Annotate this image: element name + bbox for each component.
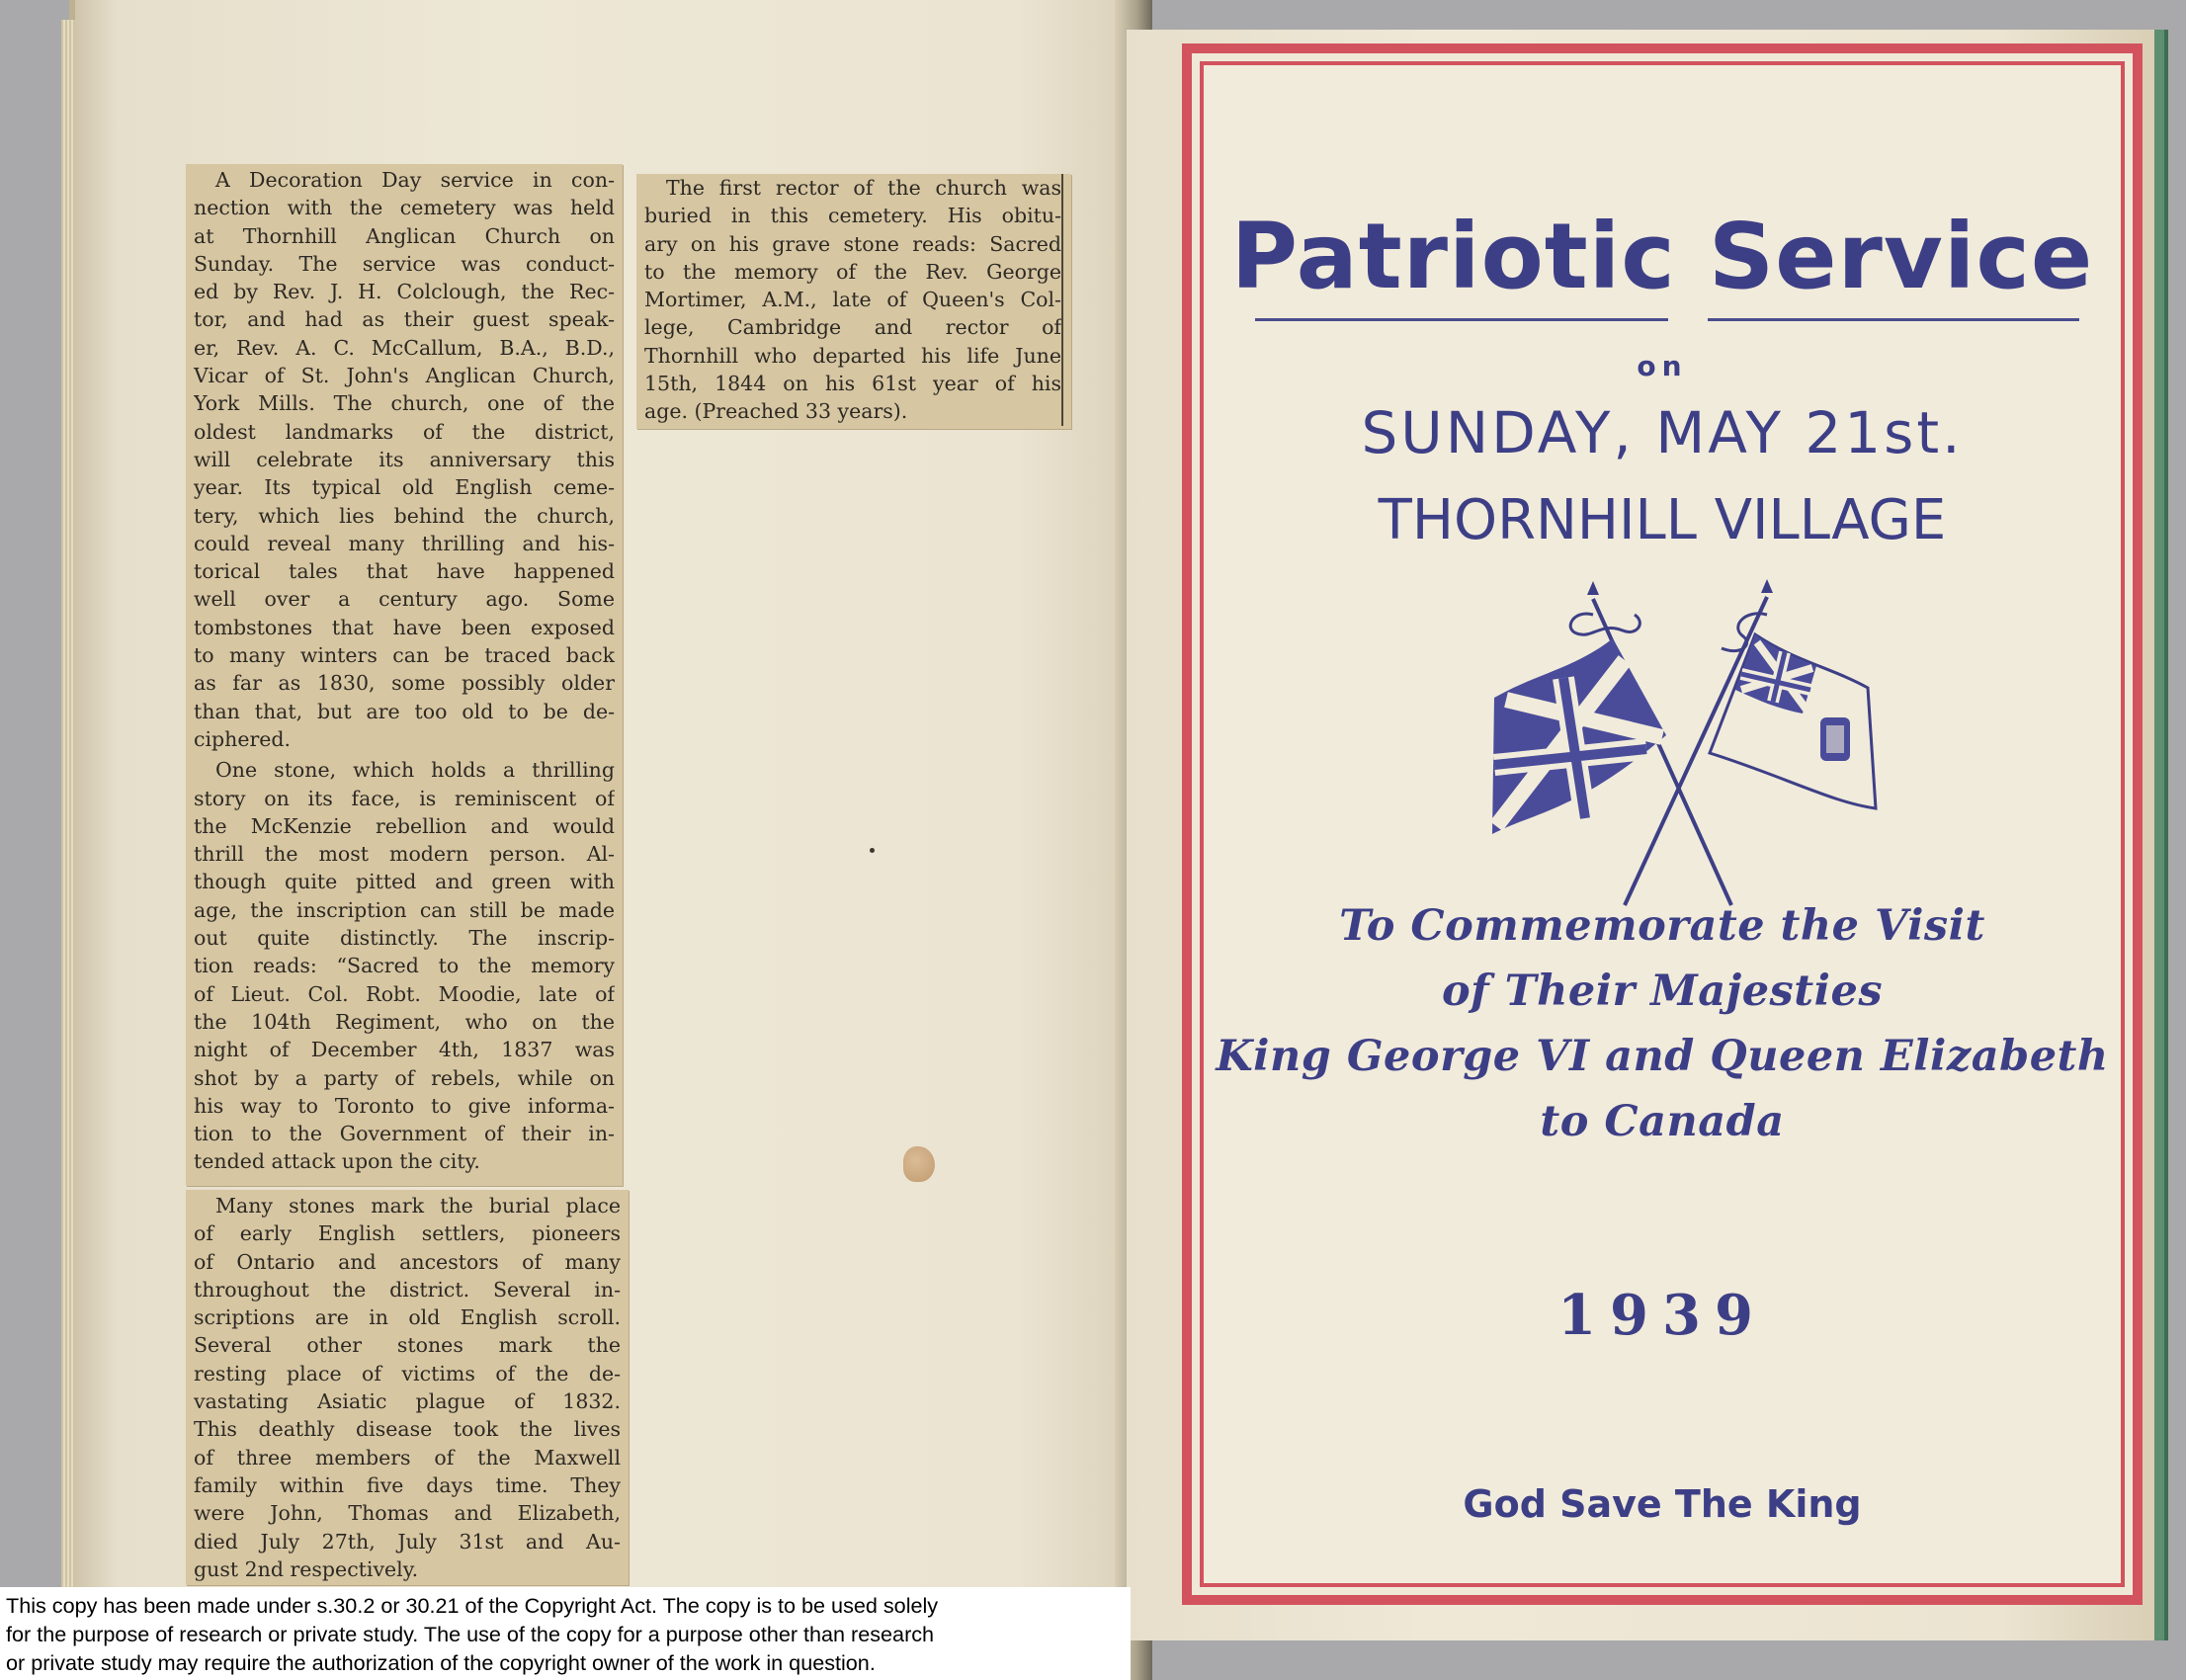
clipping-line: family within five days time. They <box>194 1472 621 1497</box>
clipping-line: One stone, which holds a thrilling <box>215 758 615 783</box>
clipping-line: were John, Thomas and Elizabeth, <box>194 1501 621 1526</box>
service-year: 1939 <box>1557 1283 1767 1348</box>
page-stack-edge <box>61 20 75 1601</box>
program-title: Patriotic Service <box>1230 204 2094 309</box>
commemorate-line-1: To Commemorate the Visit <box>1339 901 1985 951</box>
clipping-line: tion to the Government of their in- <box>194 1122 615 1146</box>
clipping-line: out quite distinctly. The inscrip- <box>194 926 615 951</box>
clipping-line: Vicar of St. John's Anglican Church, <box>194 364 615 388</box>
clipping-line: will celebrate its anniversary this <box>194 447 615 471</box>
paper-speck <box>870 848 875 853</box>
clipping-line: night of December 4th, 1837 was <box>194 1038 615 1062</box>
copyright-notice <box>0 1587 1131 1680</box>
notice-line: This copy has been made under s.30.2 or 30.21 of the Copyright Act. The copy is to be used solely <box>6 1593 939 1618</box>
on-word: on <box>1637 350 1688 382</box>
clipping-line: The first rector of the church was <box>644 174 1063 202</box>
clipping-line: York Mills. The church, one of the <box>194 391 615 416</box>
clipping-line: to many winters can be traced back <box>194 643 615 668</box>
clipping-line: Many stones mark the burial place <box>215 1194 621 1218</box>
union-jack-flag <box>1492 638 1666 834</box>
commemorate-line-4: to Canada <box>1540 1097 1785 1146</box>
clipping-line: his way to Toronto to give informa- <box>194 1093 615 1118</box>
clipping-paragraph <box>194 1192 621 1583</box>
finial-right <box>1761 579 1773 593</box>
clipping-line: tor, and had as their guest speak- <box>194 307 615 332</box>
clipping-line: well over a century ago. Some <box>194 587 615 612</box>
clipping-line: 15th, 1844 on his 61st year of his <box>644 370 1063 397</box>
crossed-flags-illustration <box>1476 579 1892 955</box>
clipping-line: nection with the cemetery was held <box>194 196 615 220</box>
clipping-line: tery, which lies behind the church, <box>194 503 615 528</box>
clipping-line: vastating Asiatic plague of 1832. <box>194 1389 621 1414</box>
clipping-line: This deathly disease took the lives <box>194 1417 621 1442</box>
clipping-line: gust 2nd respectively. <box>194 1556 419 1581</box>
program-inner-border <box>1200 61 2125 1587</box>
service-program <box>1182 43 2143 1605</box>
clipping-line: Several other stones mark the <box>194 1333 621 1358</box>
clipping-line: year. Its typical old English ceme- <box>194 475 615 500</box>
clipping-line: buried in this cemetery. His obitu- <box>644 202 1063 229</box>
finial-left <box>1587 581 1599 595</box>
god-save-the-king: God Save The King <box>1463 1482 1862 1526</box>
clipping-line: throughout the district. Several in- <box>194 1277 621 1302</box>
clipping-paragraph <box>194 166 615 753</box>
service-date: SUNDAY, MAY 21st. <box>1361 399 1964 466</box>
clipping-line: of early English settlers, pioneers <box>194 1221 621 1246</box>
clipping-line: scriptions are in old English scroll. <box>194 1305 621 1330</box>
title-underline-right <box>1708 318 2079 321</box>
clipping-line: the McKenzie rebellion and would <box>194 813 615 838</box>
clipping-line: of Lieut. Col. Robt. Moodie, late of <box>194 981 615 1006</box>
clipping-line: shot by a party of rebels, while on <box>194 1065 615 1090</box>
clipping-line: Thornhill who departed his life June <box>644 342 1063 370</box>
clipping-line: oldest landmarks of the district, <box>194 419 615 444</box>
clipping-line: though quite pitted and green with <box>194 870 615 894</box>
clipping-line: of Ontario and ancestors of many <box>194 1249 621 1274</box>
clipping-line: tion reads: “Sacred to the memory <box>194 954 615 978</box>
commemorate-line-2: of Their Majesties <box>1441 966 1884 1016</box>
clipping-line: age. (Preached 33 years). <box>644 397 1063 425</box>
clipping-line: resting place of victims of the de- <box>194 1361 621 1386</box>
clipping-line: er, Rev. A. C. McCallum, B.A., B.D., <box>194 335 615 360</box>
clipping-line: the 104th Regiment, who on the <box>194 1009 615 1034</box>
clipping-decoration-day <box>186 164 623 1186</box>
clipping-line: ciphered. <box>194 726 292 751</box>
clipping-paragraph <box>194 756 615 1175</box>
clipping-line: ary on his grave stone reads: Sacred <box>644 230 1063 258</box>
service-place: THORNHILL VILLAGE <box>1378 488 1947 552</box>
clipping-line: ed by Rev. J. H. Colclough, the Rec- <box>194 280 615 304</box>
clipping-line: age, the inscription can still be made <box>194 897 615 922</box>
clipping-line: tombstones that have been exposed <box>194 615 615 639</box>
paper-stain <box>903 1146 935 1182</box>
clipping-line: could reveal many thrilling and his- <box>194 531 615 555</box>
clipping-line: than that, but are too old to be de- <box>194 699 615 723</box>
clipping-paragraph <box>644 174 1063 426</box>
notice-line: or private study may require the authorization of the copyright owner of the work in question. <box>6 1650 876 1675</box>
clipping-line: died July 27th, July 31st and Au- <box>194 1529 621 1554</box>
clipping-line: to the memory of the Rev. George <box>644 258 1063 286</box>
commemorate-line-3: King George VI and Queen Elizabeth <box>1216 1032 2109 1081</box>
clipping-line: Mortimer, A.M., late of Queen's Col- <box>644 286 1063 313</box>
clipping-line: of three members of the Maxwell <box>194 1445 621 1470</box>
clipping-line: as far as 1830, some possibly older <box>194 671 615 696</box>
red-ensign-flag <box>1710 634 1876 808</box>
clipping-first-rector <box>636 174 1071 429</box>
clipping-line: at Thornhill Anglican Church on <box>194 223 615 248</box>
notice-line: for the purpose of research or private study. The use of the copy for a purpose other than research <box>6 1622 935 1646</box>
clipping-line: A Decoration Day service in con- <box>215 168 615 192</box>
clipping-line: Sunday. The service was conduct- <box>194 251 615 276</box>
clipping-burial-stones <box>186 1190 629 1585</box>
clipping-line: lege, Cambridge and rector of <box>644 313 1063 341</box>
clipping-line: tended attack upon the city. <box>194 1149 480 1174</box>
clipping-line: thrill the most modern person. Al- <box>194 842 615 867</box>
title-underline-left <box>1255 318 1668 321</box>
clipping-line: story on its face, is reminiscent of <box>194 786 615 810</box>
clipping-line: torical tales that have happened <box>194 559 615 584</box>
